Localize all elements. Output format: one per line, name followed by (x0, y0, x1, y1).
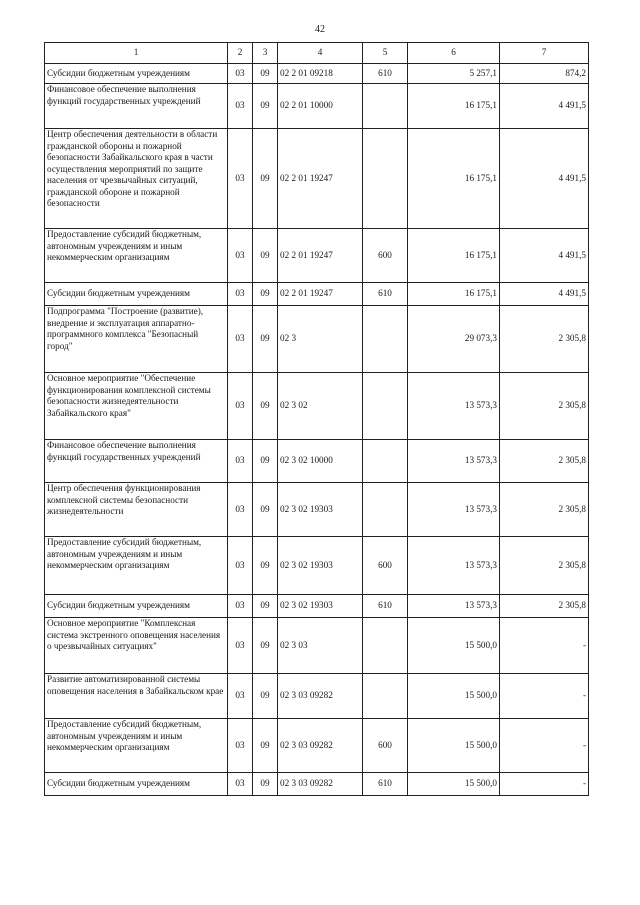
subsection-code: 09 (253, 440, 278, 483)
amount-col6: 13 573,3 (408, 440, 500, 483)
column-header: 5 (363, 43, 408, 64)
target-article-code: 02 2 01 19247 (278, 283, 363, 306)
column-header: 4 (278, 43, 363, 64)
amount-col6: 15 500,0 (408, 773, 500, 796)
subsection-code: 09 (253, 84, 278, 129)
subsection-code: 09 (253, 64, 278, 84)
expense-type-code: 600 (363, 537, 408, 595)
subsection-code: 09 (253, 537, 278, 595)
item-name: Центр обеспечения деятельности в области гражданской обороны и пожарной безопасности Забайкальского края в части осуществления мероприятий по защите населения от чрезвычайных ситуаций, гражданской обороне и пожарной безопасности (45, 129, 228, 229)
amount-col6: 15 500,0 (408, 618, 500, 674)
section-code: 03 (228, 64, 253, 84)
expense-type-code (363, 373, 408, 440)
section-code: 03 (228, 283, 253, 306)
subsection-code: 09 (253, 129, 278, 229)
section-code: 03 (228, 306, 253, 373)
subsection-code: 09 (253, 373, 278, 440)
table-row (45, 773, 589, 796)
amount-col7: 2 305,8 (500, 595, 589, 618)
amount-col6: 13 573,3 (408, 595, 500, 618)
amount-col7: 2 305,8 (500, 306, 589, 373)
item-name: Предоставление субсидий бюджетным, автономным учреждениям и иным некоммерческим организациям (45, 229, 228, 283)
column-header: 1 (45, 43, 228, 64)
target-article-code: 02 3 02 19303 (278, 537, 363, 595)
item-name: Субсидии бюджетным учреждениям (45, 595, 228, 618)
section-code: 03 (228, 373, 253, 440)
section-code: 03 (228, 674, 253, 719)
target-article-code: 02 3 03 (278, 618, 363, 674)
table-row (45, 537, 589, 595)
item-name: Финансовое обеспечение выполнения функций государственных учреждений (45, 440, 228, 483)
amount-col7: - (500, 618, 589, 674)
section-code: 03 (228, 129, 253, 229)
subsection-code: 09 (253, 618, 278, 674)
amount-col7: 2 305,8 (500, 373, 589, 440)
expense-type-code (363, 618, 408, 674)
item-name: Подпрограмма "Построение (развитие), внедрение и эксплуатация аппаратно-программного комплекса "Безопасный город" (45, 306, 228, 373)
expense-type-code (363, 483, 408, 537)
table-row (45, 229, 589, 283)
expense-type-code (363, 674, 408, 719)
table-row (45, 674, 589, 719)
table-row (45, 483, 589, 537)
table-row (45, 283, 589, 306)
target-article-code: 02 3 03 09282 (278, 773, 363, 796)
table-row (45, 373, 589, 440)
table-row (45, 129, 589, 229)
column-header: 6 (408, 43, 500, 64)
table-row (45, 64, 589, 84)
item-name: Субсидии бюджетным учреждениям (45, 64, 228, 84)
section-code: 03 (228, 595, 253, 618)
expense-type-code (363, 129, 408, 229)
amount-col6: 13 573,3 (408, 537, 500, 595)
target-article-code: 02 3 03 09282 (278, 674, 363, 719)
expense-type-code (363, 84, 408, 129)
target-article-code: 02 3 (278, 306, 363, 373)
amount-col6: 15 500,0 (408, 674, 500, 719)
amount-col7: 4 491,5 (500, 229, 589, 283)
amount-col7: 4 491,5 (500, 129, 589, 229)
item-name: Центр обеспечения функционирования комплексной системы безопасности жизнедеятельности (45, 483, 228, 537)
target-article-code: 02 2 01 09218 (278, 64, 363, 84)
target-article-code: 02 2 01 10000 (278, 84, 363, 129)
section-code: 03 (228, 719, 253, 773)
subsection-code: 09 (253, 773, 278, 796)
expense-type-code: 600 (363, 229, 408, 283)
item-name: Субсидии бюджетным учреждениям (45, 773, 228, 796)
subsection-code: 09 (253, 229, 278, 283)
amount-col7: 2 305,8 (500, 483, 589, 537)
amount-col6: 16 175,1 (408, 229, 500, 283)
item-name: Финансовое обеспечение выполнения функций государственных учреждений (45, 84, 228, 129)
target-article-code: 02 3 02 10000 (278, 440, 363, 483)
amount-col7: 4 491,5 (500, 84, 589, 129)
section-code: 03 (228, 440, 253, 483)
column-header: 2 (228, 43, 253, 64)
section-code: 03 (228, 84, 253, 129)
table-row (45, 440, 589, 483)
item-name: Основное мероприятие "Комплексная система экстренного оповещения населения о чрезвычайных ситуациях" (45, 618, 228, 674)
table-row (45, 84, 589, 129)
expense-type-code: 600 (363, 719, 408, 773)
item-name: Основное мероприятие "Обеспечение функционирования комплексной системы безопасности жизнедеятельности Забайкальского края" (45, 373, 228, 440)
subsection-code: 09 (253, 674, 278, 719)
target-article-code: 02 2 01 19247 (278, 229, 363, 283)
expense-type-code: 610 (363, 283, 408, 306)
column-header: 3 (253, 43, 278, 64)
table-row (45, 618, 589, 674)
section-code: 03 (228, 537, 253, 595)
target-article-code: 02 3 03 09282 (278, 719, 363, 773)
item-name: Предоставление субсидий бюджетным, автономным учреждениям и иным некоммерческим организациям (45, 719, 228, 773)
table-row (45, 306, 589, 373)
amount-col6: 16 175,1 (408, 84, 500, 129)
subsection-code: 09 (253, 719, 278, 773)
amount-col7: 874,2 (500, 64, 589, 84)
section-code: 03 (228, 483, 253, 537)
amount-col7: 2 305,8 (500, 440, 589, 483)
amount-col7: 2 305,8 (500, 537, 589, 595)
page-number: 42 (315, 24, 325, 35)
table-header-row (45, 43, 589, 64)
item-name: Предоставление субсидий бюджетным, автономным учреждениям и иным некоммерческим организациям (45, 537, 228, 595)
target-article-code: 02 2 01 19247 (278, 129, 363, 229)
expense-type-code: 610 (363, 773, 408, 796)
target-article-code: 02 3 02 19303 (278, 595, 363, 618)
section-code: 03 (228, 618, 253, 674)
section-code: 03 (228, 773, 253, 796)
budget-table (44, 42, 589, 796)
expense-type-code: 610 (363, 595, 408, 618)
item-name: Развитие автоматизированной системы оповещения населения в Забайкальском крае (45, 674, 228, 719)
subsection-code: 09 (253, 483, 278, 537)
amount-col6: 16 175,1 (408, 129, 500, 229)
table-row (45, 719, 589, 773)
expense-type-code: 610 (363, 64, 408, 84)
subsection-code: 09 (253, 283, 278, 306)
column-header: 7 (500, 43, 589, 64)
amount-col7: - (500, 719, 589, 773)
target-article-code: 02 3 02 (278, 373, 363, 440)
amount-col6: 16 175,1 (408, 283, 500, 306)
amount-col6: 15 500,0 (408, 719, 500, 773)
section-code: 03 (228, 229, 253, 283)
amount-col7: - (500, 674, 589, 719)
amount-col6: 13 573,3 (408, 373, 500, 440)
item-name: Субсидии бюджетным учреждениям (45, 283, 228, 306)
table-row (45, 595, 589, 618)
target-article-code: 02 3 02 19303 (278, 483, 363, 537)
amount-col7: - (500, 773, 589, 796)
amount-col7: 4 491,5 (500, 283, 589, 306)
subsection-code: 09 (253, 306, 278, 373)
amount-col6: 29 073,3 (408, 306, 500, 373)
amount-col6: 13 573,3 (408, 483, 500, 537)
expense-type-code (363, 440, 408, 483)
expense-type-code (363, 306, 408, 373)
amount-col6: 5 257,1 (408, 64, 500, 84)
subsection-code: 09 (253, 595, 278, 618)
